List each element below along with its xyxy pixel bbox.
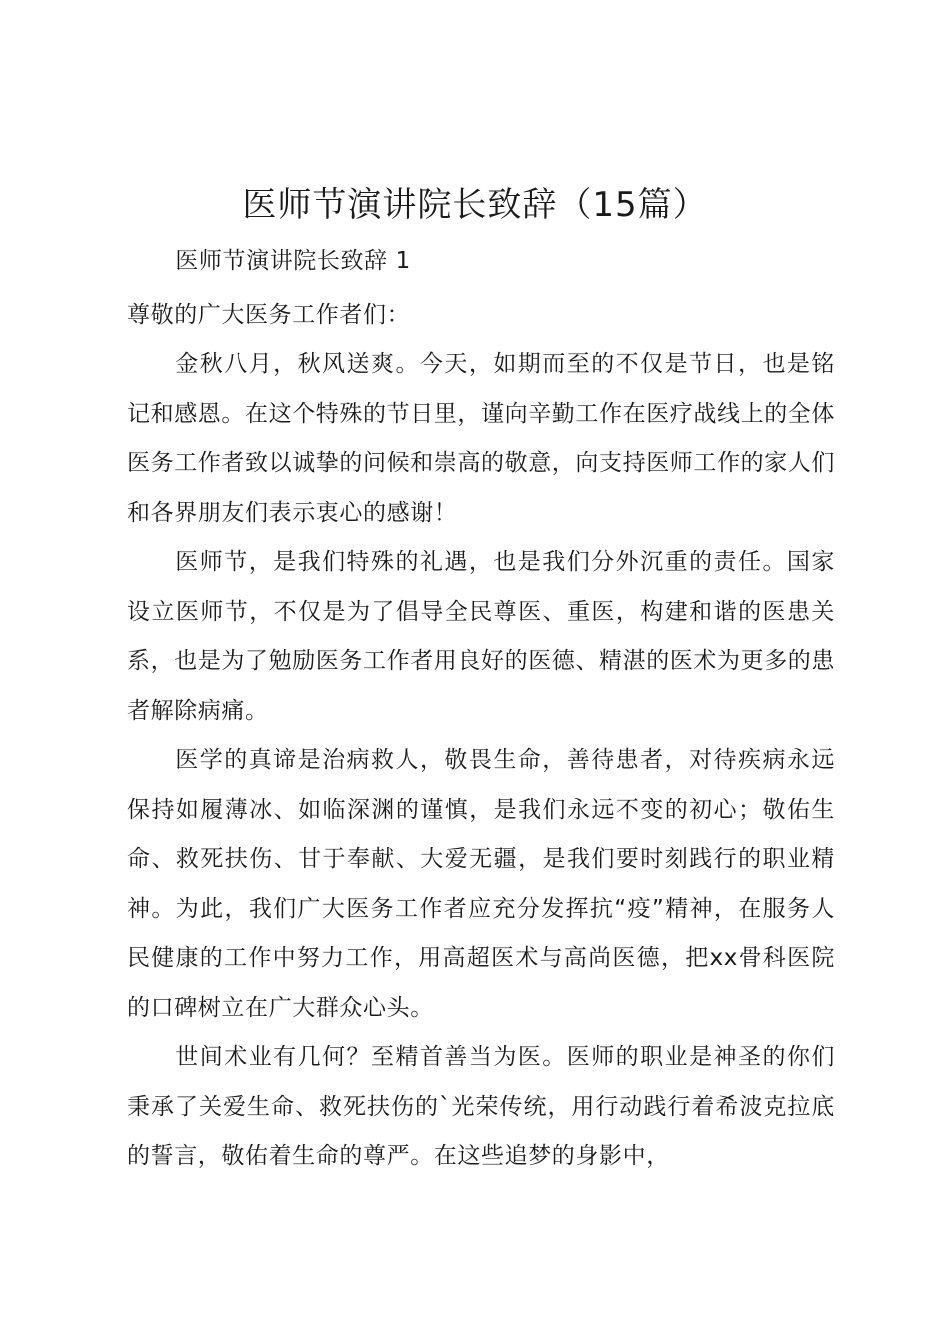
- paragraph-2: 医师节，是我们特殊的礼遇，也是我们分外沉重的责任。国家设立医师节，不仅是为了倡导全民尊医、重医，构建和谐的医患关系，也是为了勉励医务工作者用良好的医德、精湛的医术为更多的患者解除病痛。: [127, 549, 835, 724]
- paragraph-3: 医学的真谛是治病救人，敬畏生命，善待患者，对待疾病永远保持如履薄冰、如临深渊的谨慎，是我们永远不变的初心；敬佑生命、救死扶伤、甘于奉献、大爱无疆，是我们要时刻践行的职业精神。为此，我们广大医务工作者应充分发挥抗“疫”精神，在服务人民健康的工作中努力工作，用高超医术与高尚医德，把xx骨科医院的口碑树立在广大群众心头。: [127, 747, 835, 1021]
- paragraph-4: 世间术业有几何？至精首善当为医。医师的职业是神圣的你们秉承了关爱生命、救死扶伤的`光荣传统，用行动践行着希波克拉底的誓言，敬佑着生命的尊严。在这些追梦的身影中，: [127, 1044, 835, 1169]
- paragraph-1: 金秋八月，秋风送爽。今天，如期而至的不仅是节日，也是铭记和感恩。在这个特殊的节日里，谨向辛勤工作在医疗战线上的全体医务工作者致以诚挚的问候和崇高的敬意，向支持医师工作的家人们和各界朋友们表示衷心的感谢！: [127, 351, 835, 526]
- document-body: [127, 237, 835, 1182]
- section-heading: 医师节演讲院长致辞 1: [175, 248, 411, 274]
- document-title: 医师节演讲院长致辞（15篇）: [242, 185, 708, 225]
- salutation: 尊敬的广大医务工作者们：: [127, 301, 411, 328]
